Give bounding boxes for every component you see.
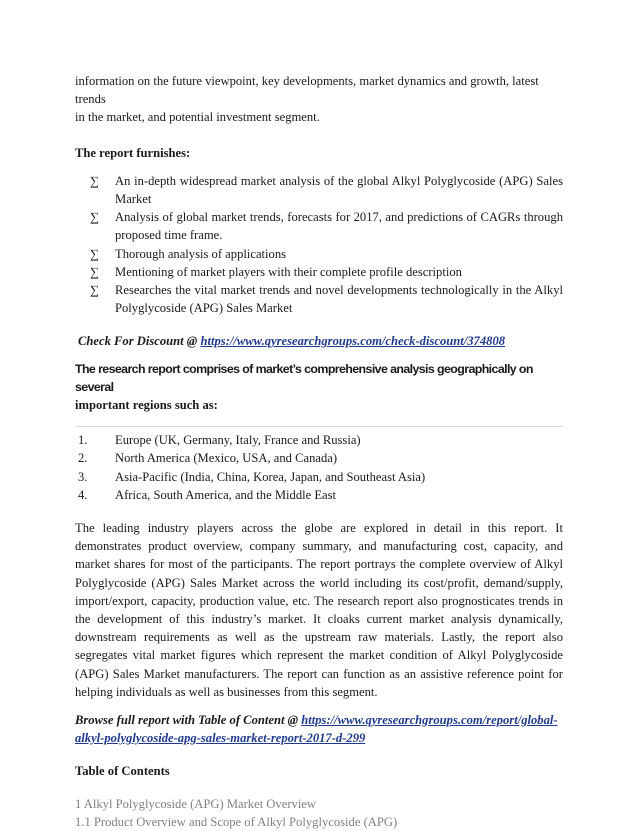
list-item-text: Researches the vital market trends and novel developments technologically in the Alkyl Polyglycoside (APG) Sales Market	[115, 283, 563, 316]
intro-line-1: information on the future viewpoint, key developments, market dynamics and growth, latest trends	[75, 74, 539, 107]
list-item	[75, 431, 563, 449]
sigma-bullet-icon: ∑	[90, 173, 99, 188]
document-page	[75, 72, 563, 831]
list-item-text: Africa, South America, and the Middle East	[115, 487, 337, 502]
list-item	[75, 486, 563, 504]
list-item	[75, 468, 563, 486]
list-item-text: Mentioning of market players with their complete profile description	[115, 264, 462, 279]
list-item-text: Analysis of global market trends, forecasts for 2017, and predictions of CAGRs through proposed time frame.	[115, 210, 563, 243]
browse-link[interactable]: https://www.qyresearchgroups.com/report/global-alkyl-polyglycoside-apg-sales-market-report-2017-d-299	[75, 713, 558, 746]
list-item	[75, 263, 563, 281]
discount-line	[75, 332, 563, 350]
list-item-text: North America (Mexico, USA, and Canada)	[115, 451, 338, 466]
sigma-bullet-icon: ∑	[90, 246, 99, 261]
list-item	[75, 281, 563, 317]
list-number: 3.	[78, 469, 88, 484]
list-number: 1.	[78, 433, 88, 448]
list-item-text: Thorough analysis of applications	[115, 246, 287, 261]
regions-list	[75, 426, 563, 504]
furnishes-list	[75, 172, 563, 318]
regions-heading	[75, 360, 563, 415]
body-paragraph: The leading industry players across the globe are explored in detail in this report. It demonstrates product overview, company summary, and manufacturing cost, capacity, and market shares for most of the participants. The report portrays the complete overview of Alkyl Polyglycoside (APG) Sales Market across the world including its cost/profit, demand/supply, import/export, capacity, production value, etc. The research report also prognosticates trends in the development of this industry’s market. It cloaks current market analysis dynamically, downstream requirements as well as the upstream raw materials. Lastly, the report also segregates vital market figures which represent the market condition of Alkyl Polyglycoside (APG) Sales Market manufacturers. The report can function as an assistive reference point for helping individuals as well as businesses from this segment.	[75, 521, 563, 699]
sigma-bullet-icon: ∑	[90, 283, 99, 298]
list-item-text: Asia-Pacific (India, China, Korea, Japan, and Southeast Asia)	[115, 469, 426, 484]
list-item-text: Europe (UK, Germany, Italy, France and Russia)	[115, 433, 361, 448]
list-item	[75, 245, 563, 263]
sigma-bullet-icon: ∑	[90, 210, 99, 225]
toc-item-2: 1.1 Product Overview and Scope of Alkyl Polyglycoside (APG)	[75, 814, 398, 829]
sigma-bullet-icon: ∑	[90, 264, 99, 279]
list-item	[75, 449, 563, 467]
discount-link[interactable]: https://www.qyresearchgroups.com/check-discount/374808	[200, 334, 506, 349]
furnishes-heading: The report furnishes:	[75, 145, 191, 160]
intro-paragraph	[75, 72, 563, 127]
list-item	[75, 172, 563, 208]
regions-heading-line-2: important regions such as:	[75, 398, 218, 413]
regions-heading-line-1: The research report comprises of market’s comprehensive analysis geographically on several	[75, 361, 533, 394]
toc-item-1: 1 Alkyl Polyglycoside (APG) Market Overview	[75, 796, 316, 811]
list-number: 2.	[78, 451, 88, 466]
discount-label: Check For Discount @	[78, 334, 201, 349]
list-item	[75, 208, 563, 244]
list-number: 4.	[78, 487, 88, 502]
browse-label: Browse full report with Table of Content @	[75, 713, 302, 728]
intro-line-2: in the market, and potential investment segment.	[75, 110, 320, 125]
toc-heading: Table of Contents	[75, 763, 170, 778]
list-item-text: An in-depth widespread market analysis of the global Alkyl Polyglycoside (APG) Sales Market	[115, 173, 563, 207]
browse-line	[75, 711, 563, 747]
